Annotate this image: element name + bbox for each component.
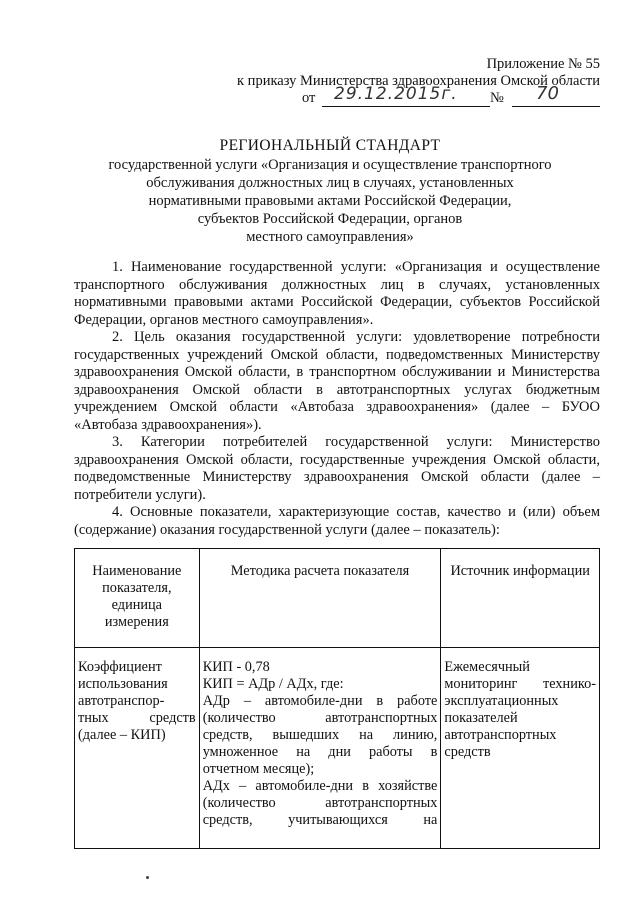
cell-line: отчетном месяце); — [202, 761, 315, 777]
indicators-table — [74, 548, 600, 849]
appendix-order-ref: к приказу Министерства здравоохранения Омской области — [237, 73, 600, 89]
title-subline: обслуживания должностных лиц в случаях, установленных — [146, 175, 514, 191]
cell-indicator-name — [75, 648, 200, 849]
scan-speck — [146, 876, 149, 879]
paragraph-service-name: 1. Наименование государственной услуги: «Организация и осуществление транспортного обслуживания должностных лиц в случаях, установленных нормативными правовыми актами Российской Федерации, субъектов Российской Федерации, органов местного самоуправления». — [74, 259, 600, 328]
cell-line: средств, учитывающихся на — [202, 812, 438, 828]
handwritten-date: 29.12.2015г. — [334, 84, 458, 104]
appendix-number: Приложение № 55 — [486, 56, 600, 72]
table-row — [75, 648, 600, 849]
order-date-number — [300, 83, 600, 108]
cell-line: Коэффициент — [78, 659, 162, 675]
cell-line: использования — [78, 676, 168, 692]
title-subline: нормативными правовыми актами Российской Федерации, — [148, 193, 512, 209]
document-title-block — [60, 137, 600, 246]
header-method: Методика расчета показателя — [199, 549, 441, 648]
handwritten-number: 70 — [536, 83, 559, 104]
cell-line: средств — [444, 744, 491, 760]
cell-line: КИП - 0,78 — [202, 659, 270, 675]
cell-line: АДр – автомобиле-дни в работе — [202, 693, 438, 709]
cell-line: эксплуатационных — [444, 693, 559, 709]
cell-line: тных средств — [78, 710, 196, 726]
cell-line: автотранспор- — [78, 693, 165, 709]
cell-line: (далее – КИП) — [78, 727, 166, 743]
number-field — [512, 83, 600, 107]
document-body — [74, 259, 600, 539]
cell-line: АДх – автомобиле-дни в хозяйстве — [202, 778, 438, 794]
date-field — [322, 84, 490, 107]
table-header-row — [75, 549, 600, 648]
header-source: Источник информации — [441, 549, 600, 648]
cell-line: показателей — [444, 710, 518, 726]
document-title: РЕГИОНАЛЬНЫЙ СТАНДАРТ — [219, 137, 441, 154]
cell-line: (количество автотранспортных — [202, 795, 438, 811]
cell-line: умноженное на дни работы в — [202, 744, 438, 760]
title-subline: местного самоуправления» — [246, 229, 414, 245]
cell-line: средств, вышедших на линию, — [202, 727, 438, 743]
paragraph-consumer-categories: 3. Категории потребителей государственной услуги: Министерство здравоохранения Омской области, государственные учреждения Омской области, подведомственные Министерству здравоохранения Омской области (далее – потребители услуги). — [74, 434, 600, 503]
header-indicator-name: Наименование показателя, единица измерения — [75, 549, 200, 648]
from-label: от — [302, 90, 316, 106]
cell-source — [441, 648, 600, 849]
title-subline: субъектов Российской Федерации, органов — [197, 211, 463, 227]
paragraph-indicators: 4. Основные показатели, характеризующие состав, качество и (или) объем (содержание) оказания государственной услуги (далее – показатель): — [74, 504, 600, 538]
cell-line: (количество автотранспортных — [202, 710, 438, 726]
cell-line: мониторинг технико- — [444, 676, 596, 692]
paragraph-service-goal: 2. Цель оказания государственной услуги: удовлетворение потребности государственных учреждений Омской области, подведомственных Министерству здравоохранения Омской области, в транспортном обслуживании и Министерства здравоохранения Омской области в автотранспортных услугах бюджетным учреждением Омской области «Автобаза здравоохранения» (далее – БУОО «Автобаза здравоохранения»). — [74, 329, 600, 433]
cell-line: КИП = АДр / АДх, где: — [202, 676, 344, 692]
cell-line: автотранспортных — [444, 727, 557, 743]
cell-method — [199, 648, 441, 849]
cell-line: Ежемесячный — [444, 659, 530, 675]
number-label: № — [490, 90, 504, 106]
title-subline: государственной услуги «Организация и осуществление транспортного — [108, 157, 552, 173]
